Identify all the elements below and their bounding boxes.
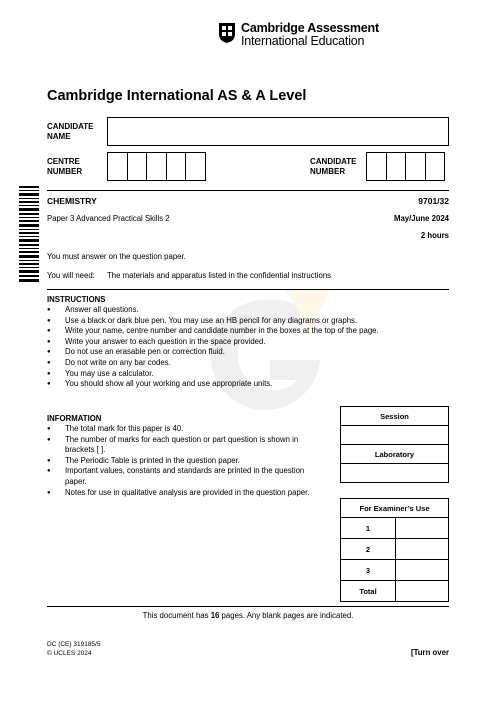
instruction-item: ● Do not use an erasable pen or correction fluid. [47,347,449,358]
examiner-mark-cell[interactable] [396,560,449,581]
instruction-item: ● Use a black or dark blue pen. You may use an HB pencil for any diagrams or graphs. [47,316,449,327]
candidate-number-digit[interactable] [386,152,407,181]
divider [47,190,449,191]
information-list [47,424,327,498]
centre-number-digit[interactable] [166,152,187,181]
information-item: ● Notes for use in qualitative analysis are provided in the question paper. [47,488,327,499]
instruction-item: ● Write your name, centre number and candidate number in the boxes at the top of the page. [47,326,449,337]
examiner-row-label: 2 [341,539,396,560]
centre-number-label: CENTRE NUMBER [47,157,83,176]
materials-text: The materials and apparatus listed in the confidential instructions [107,271,332,280]
org-name-line1: Cambridge Assessment [241,21,379,35]
information-item: ● The total mark for this paper is 40. [47,424,327,435]
org-logo [218,22,379,48]
document-code: DC (CE) 319185/5 [47,641,101,648]
answer-note: You must answer on the question paper. [47,252,186,261]
qualification-title: Cambridge International AS & A Level [47,88,307,104]
information-heading: INFORMATION [47,414,102,423]
turn-over-note: [Turn over [411,648,449,657]
candidate-name-field[interactable] [107,117,449,146]
session-field[interactable] [341,426,449,445]
session-label: Session [341,407,449,426]
paper-code: 9701/32 [418,196,449,206]
centre-number-digit[interactable] [146,152,167,181]
examiner-mark-cell[interactable] [396,539,449,560]
laboratory-label: Laboratory [341,445,449,464]
examiner-heading: For Examiner’s Use [341,499,449,518]
centre-number-digit[interactable] [185,152,206,181]
page-count-suffix: pages. Any blank pages are indicated. [219,611,354,620]
laboratory-field[interactable] [341,464,449,483]
centre-number-digit[interactable] [107,152,128,181]
instructions-list [47,305,449,390]
examiner-row-label: 1 [341,518,396,539]
candidate-number-label: CANDIDATE NUMBER [310,157,357,176]
candidate-name-label: CANDIDATE NAME [47,122,94,141]
cambridge-shield-icon [218,22,236,44]
information-item: ● The number of marks for each question or part question is shown in brackets [ ]. [47,435,327,456]
page-count-prefix: This document has [142,611,211,620]
examiner-mark-cell[interactable] [396,518,449,539]
candidate-number-digit[interactable] [366,152,387,181]
centre-number-field[interactable] [107,152,206,181]
exam-duration: 2 hours [420,231,449,240]
instruction-item: ● You should show all your working and use appropriate units. [47,379,449,390]
page-count: 16 [210,611,220,620]
examiner-row-label: 3 [341,560,396,581]
candidate-number-field[interactable] [366,152,445,181]
paper-name: Paper 3 Advanced Practical Skills 2 [47,214,170,223]
examiner-row-label: Total [341,581,396,602]
session-lab-box [340,406,449,483]
materials-label: You will need: [47,271,95,280]
candidate-number-digit[interactable] [405,152,426,181]
instruction-item: ● You may use a calculator. [47,369,449,380]
copyright-note: © UCLES 2024 [47,650,92,657]
instruction-item: ● Do not write on any bar codes. [47,358,449,369]
information-item: ● Important values, constants and standards are printed in the question paper. [47,466,327,487]
information-item: ● The Periodic Table is printed in the question paper. [47,456,327,467]
divider [47,606,449,607]
instructions-heading: INSTRUCTIONS [47,295,106,304]
barcode-icon [19,186,39,282]
examiner-use-box [340,498,449,602]
examiner-mark-cell[interactable] [396,581,449,602]
page-count-note [0,611,496,620]
org-name-line2: International Education [241,34,365,48]
divider [47,289,449,290]
subject-name: CHEMISTRY [47,196,97,206]
centre-number-digit[interactable] [127,152,148,181]
candidate-number-digit[interactable] [425,152,446,181]
instruction-item: ● Answer all questions. [47,305,449,316]
exam-session: May/June 2024 [393,214,449,223]
instruction-item: ● Write your answer to each question in the space provided. [47,337,449,348]
